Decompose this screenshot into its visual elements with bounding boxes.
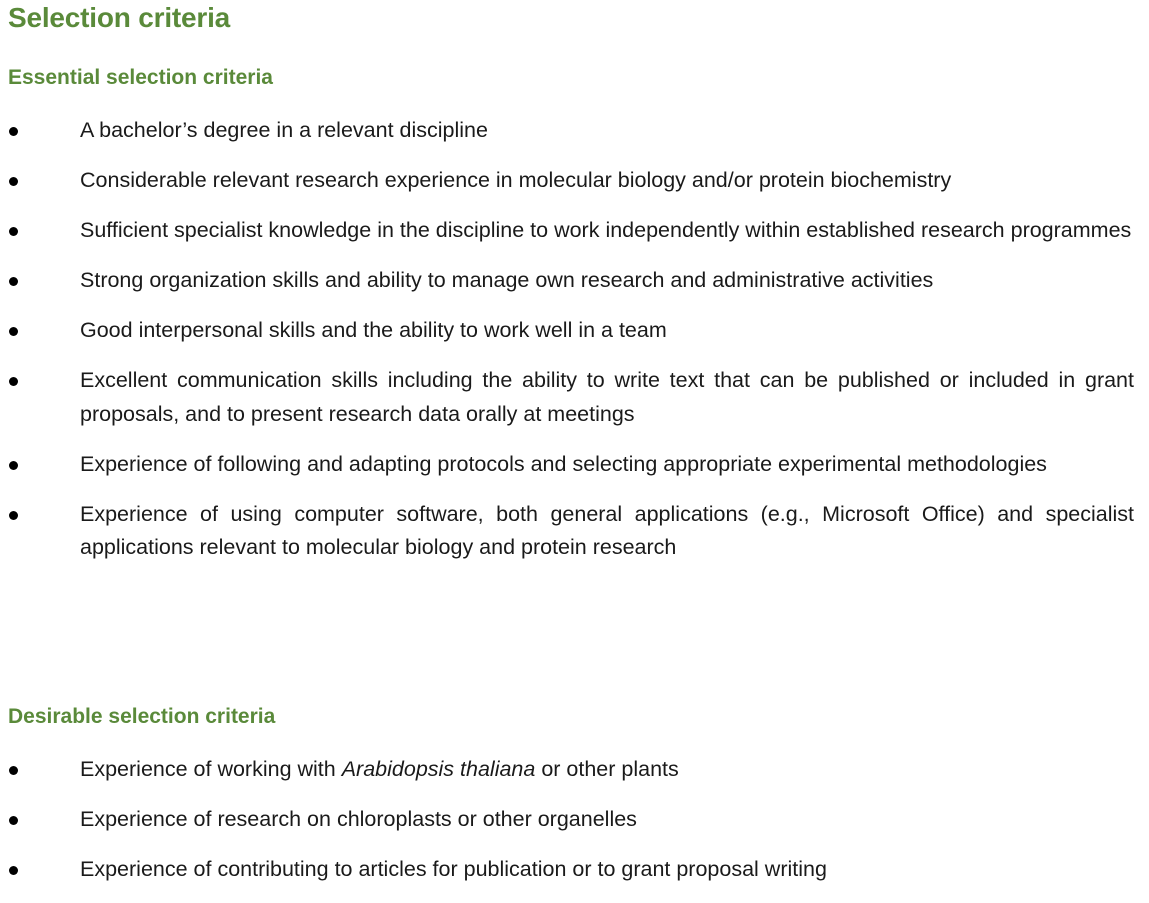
bullet-icon: [9, 377, 18, 386]
bullet-icon: [9, 277, 18, 286]
essential-criteria-item: [0, 264, 1134, 298]
page-title: Selection criteria: [8, 2, 231, 33]
criteria-text: Good interpersonal skills and the ability to work well in a team: [80, 318, 667, 342]
bullet-icon: [9, 177, 18, 186]
species-name: Arabidopsis thaliana: [341, 757, 536, 781]
essential-criteria-item: [0, 498, 1134, 565]
desirable-criteria-item: [0, 803, 1134, 837]
essential-criteria-item: [0, 164, 1134, 198]
bullet-icon: [9, 461, 18, 470]
essential-criteria-item: [0, 364, 1134, 431]
bullet-icon: [9, 816, 18, 825]
essential-criteria-list: [0, 114, 1149, 581]
criteria-text: Considerable relevant research experience in molecular biology and/or protein biochemistry: [80, 168, 952, 192]
desirable-criteria-item: [0, 753, 1134, 787]
bullet-icon: [9, 327, 18, 336]
bullet-icon: [9, 866, 18, 875]
bullet-icon: [9, 766, 18, 775]
bullet-icon: [9, 227, 18, 236]
essential-criteria-item: [0, 314, 1134, 348]
criteria-text: [80, 757, 679, 781]
desirable-criteria-item: [0, 853, 1134, 887]
desirable-criteria-list: [0, 753, 1149, 903]
essential-criteria-heading: Essential selection criteria: [8, 66, 273, 89]
criteria-text: Experience of research on chloroplasts or other organelles: [80, 807, 637, 831]
desirable-criteria-heading: Desirable selection criteria: [8, 705, 276, 728]
criteria-text: Experience of following and adapting protocols and selecting appropriate experimental methodologies: [80, 451, 1047, 476]
bullet-icon: [9, 127, 18, 136]
criteria-text: Excellent communication skills including the ability to write text that can be published or included in grant proposals, and to present research data orally at meetings: [80, 368, 1134, 426]
criteria-text: Experience of contributing to articles for publication or to grant proposal writing: [80, 857, 827, 881]
criteria-text-end: or other plants: [535, 757, 679, 781]
essential-criteria-item: [0, 114, 1134, 148]
criteria-text: Experience of using computer software, both general applications (e.g., Microsoft Office) and specialist applications relevant to molecular biology and protein research: [80, 501, 1134, 559]
criteria-text: Sufficient specialist knowledge in the discipline to work independently within established research programmes: [80, 218, 1132, 242]
essential-criteria-item: [0, 448, 1134, 482]
criteria-text: A bachelor’s degree in a relevant discipline: [80, 118, 488, 142]
bullet-icon: [9, 511, 18, 520]
essential-criteria-item: [0, 214, 1134, 248]
criteria-text: Strong organization skills and ability to manage own research and administrative activities: [80, 268, 934, 292]
criteria-text-start: Experience of working with: [80, 757, 342, 781]
